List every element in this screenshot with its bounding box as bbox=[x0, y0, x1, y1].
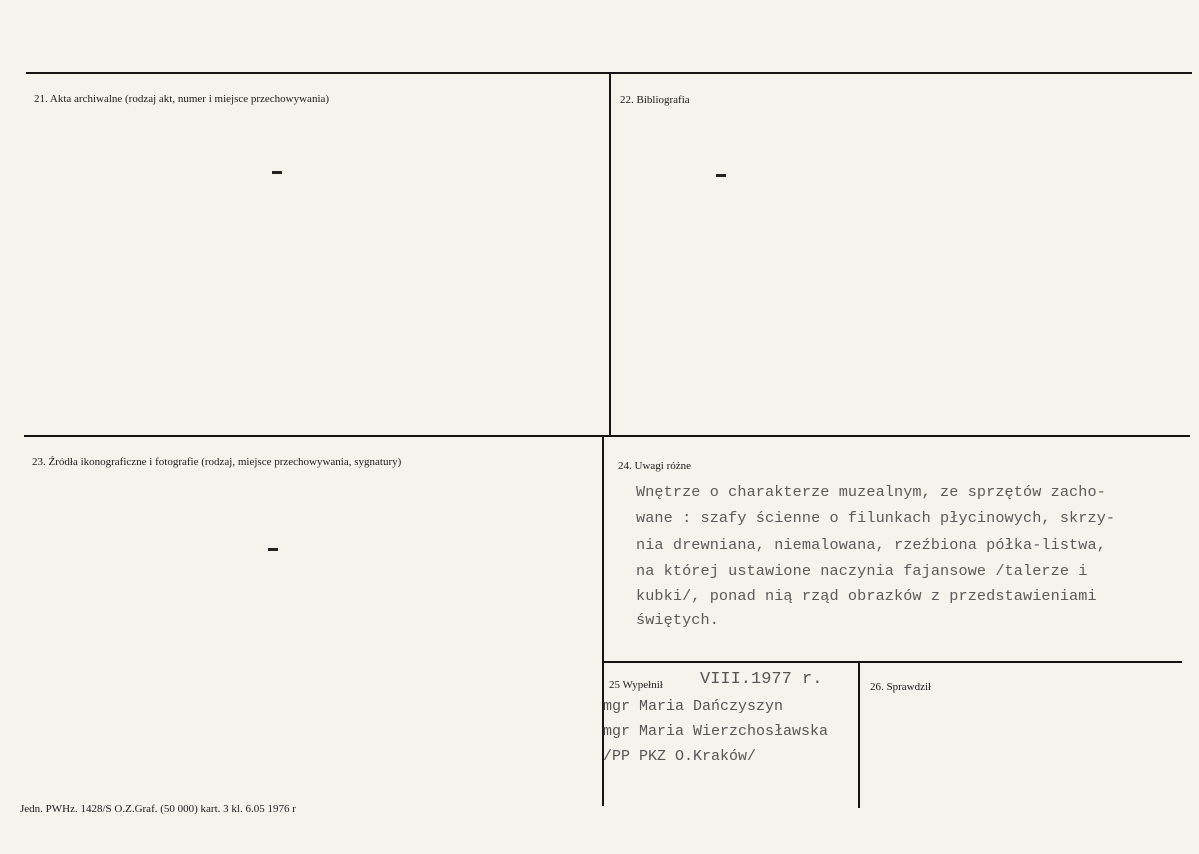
signature-divider bbox=[858, 662, 860, 808]
signature-rule bbox=[602, 661, 1182, 663]
center-divider bbox=[609, 73, 611, 437]
section-21-label: 21. Akta archiwalne (rodzaj akt, numer i miejsce przechowywania) bbox=[34, 93, 330, 105]
filled-date: VIII.1977 r. bbox=[700, 670, 823, 689]
author-name: mgr Maria Wierzchosławska bbox=[603, 723, 829, 740]
remarks-line: na której ustawione naczynia fajansowe /talerze i bbox=[636, 562, 1088, 580]
remarks-line: nia drewniana, niemalowana, rzeźbiona półka-listwa, bbox=[636, 536, 1106, 554]
section-22-label: 22. Bibliografia bbox=[620, 94, 690, 106]
section-23-label: 23. Źródła ikonograficzne i fotografie (rodzaj, miejsce przechowywania, sygnatury) bbox=[32, 456, 402, 468]
section-25-label: 25 Wypełnił bbox=[609, 679, 663, 691]
section-26-label: 26. Sprawdził bbox=[870, 681, 932, 693]
print-imprint: Jedn. PWHz. 1428/S O.Z.Graf. (50 000) kart. 3 kl. 6.05 1976 r bbox=[20, 803, 296, 815]
middle-rule bbox=[24, 435, 1190, 437]
author-institution: /PP PKZ O.Kraków/ bbox=[603, 748, 757, 765]
remarks-line: kubki/, ponad nią rząd obrazków z przedstawieniami bbox=[636, 587, 1097, 605]
section-22-empty-mark bbox=[716, 174, 726, 177]
remarks-line: Wnętrze o charakterze muzealnym, ze sprzętów zacho- bbox=[636, 483, 1106, 501]
section-23-empty-mark bbox=[268, 548, 278, 551]
section-21-empty-mark bbox=[272, 171, 282, 174]
remarks-line: świętych. bbox=[636, 611, 719, 629]
author-name: mgr Maria Dańczyszyn bbox=[603, 698, 784, 715]
section-24-label: 24. Uwagi różne bbox=[618, 460, 692, 472]
remarks-line: wane : szafy ścienne o filunkach płycinowych, skrzy- bbox=[636, 509, 1116, 527]
